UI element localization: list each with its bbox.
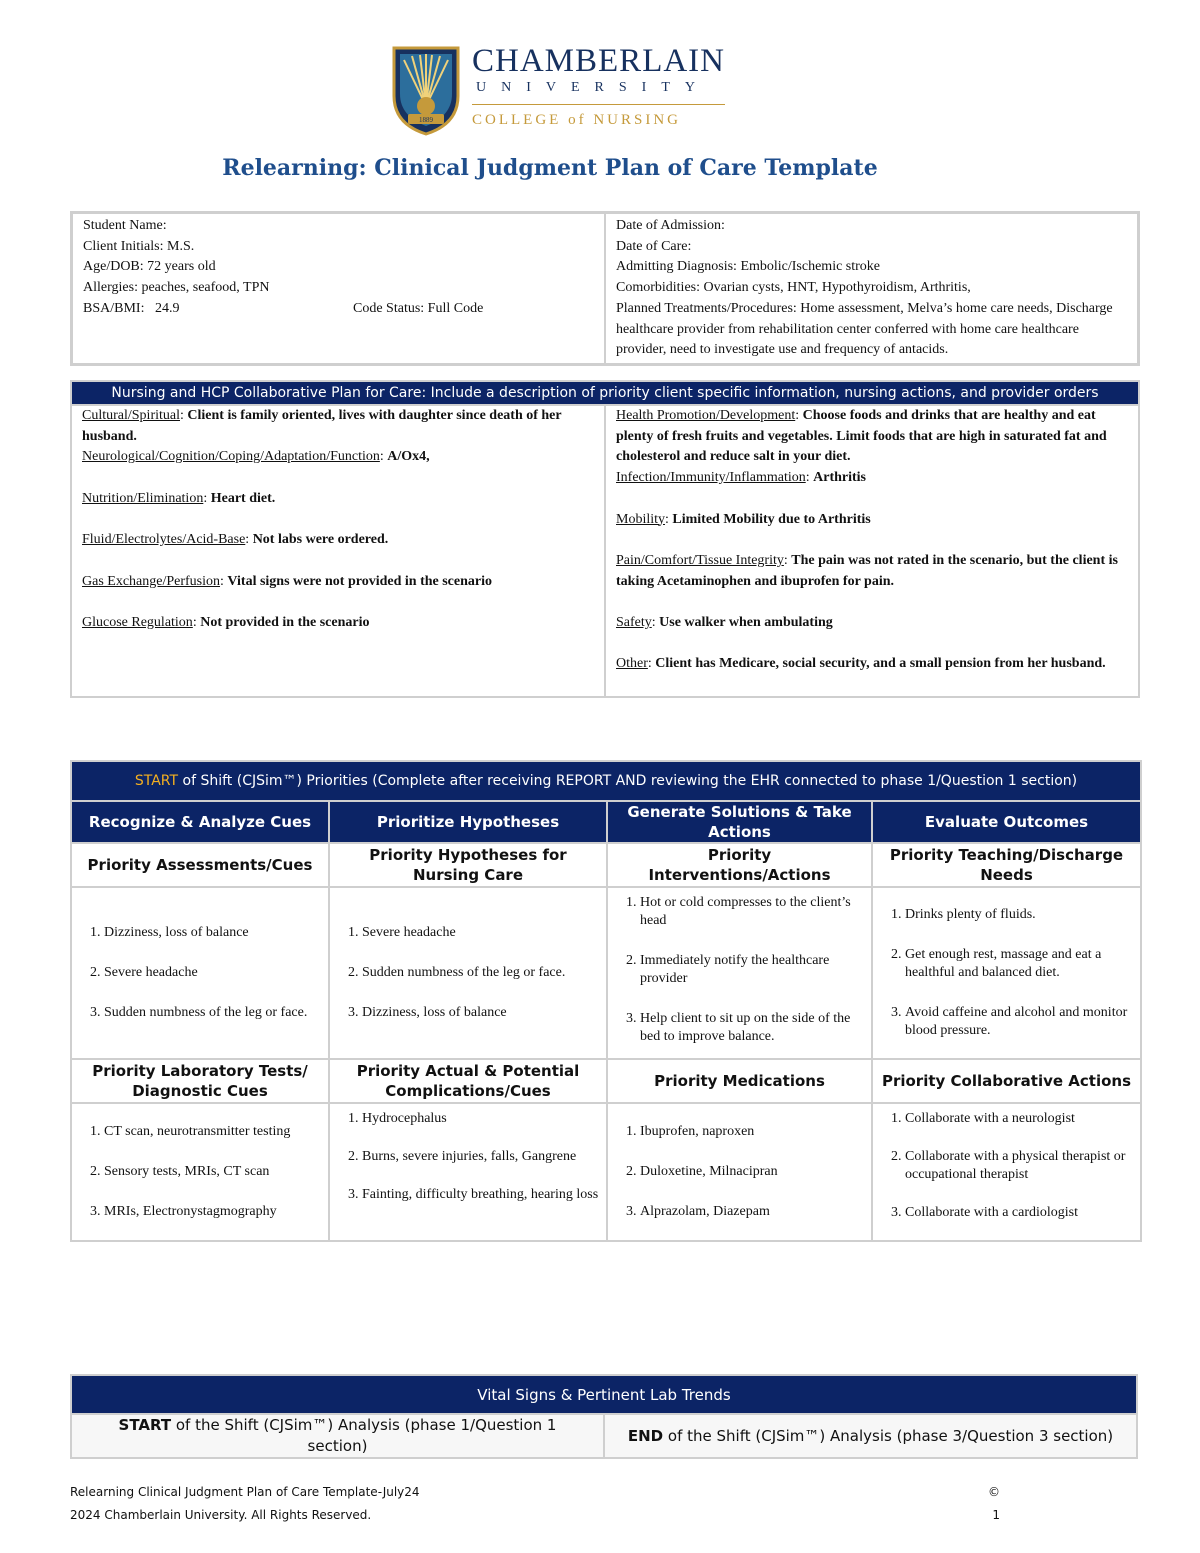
list-item: 3. Sudden numbness of the leg or face.	[104, 1004, 322, 1022]
neurological: Neurological/Cognition/Coping/Adaptation/Function: A/Ox4,	[82, 449, 430, 465]
nursing-plan-table	[70, 380, 1140, 698]
infection-immunity: Infection/Immunity/Inflammation: Arthritis	[616, 470, 867, 486]
list-item: 3. Alprazolam, Diazepam	[640, 1203, 865, 1221]
list-item: 1. Collaborate with a neurologist	[905, 1110, 1134, 1128]
student-name: Student Name:	[83, 218, 167, 233]
shift-priorities-table	[70, 760, 1142, 1242]
list-item: 3. Help client to sit up on the side of the bed to improve balance.	[640, 1010, 865, 1046]
copyright-symbol: ©	[988, 1485, 1000, 1499]
end-of-shift-analysis: END of the Shift (CJSim™) Analysis (phase 3/Question 3 section)	[604, 1414, 1137, 1458]
list-item: 2. Duloxetine, Milnacipran	[640, 1163, 865, 1181]
teaching-list	[872, 887, 1141, 1059]
pain-comfort: Pain/Comfort/Tissue Integrity: The pain was not rated in the scenario, but the client is taking Acetaminophen and ibuprofen for pain.	[616, 552, 1118, 589]
date-of-admission: Date of Admission:	[616, 218, 725, 233]
footer-right	[988, 1481, 1000, 1527]
list-item: 3. MRIs, Electronystagmography	[104, 1203, 322, 1221]
assessments-list	[71, 887, 329, 1059]
allergies: Allergies: peaches, seafood, TPN	[83, 280, 270, 296]
col-evaluate-outcomes: Evaluate Outcomes	[872, 801, 1141, 843]
collaborative-list	[872, 1103, 1141, 1241]
list-item: 2. Sudden numbness of the leg or face.	[362, 964, 600, 982]
bsa-bmi: BSA/BMI: 24.9	[83, 300, 180, 316]
nursing-plan-header: Nursing and HCP Collaborative Plan for Care: Include a description of priority client specific information, nursing actions, and provider orders	[71, 381, 1139, 405]
sub-laboratory-tests: Priority Laboratory Tests/ Diagnostic Cues	[71, 1059, 329, 1103]
vitals-table	[70, 1374, 1138, 1459]
glucose-regulation: Glucose Regulation: Not provided in the scenario	[82, 614, 370, 630]
list-item: 1. Severe headache	[362, 924, 600, 942]
sub-collaborative-actions: Priority Collaborative Actions	[872, 1059, 1141, 1103]
client-initials: Client Initials: M.S.	[83, 238, 195, 254]
age-dob: Age/DOB: 72 years old	[83, 259, 216, 275]
client-info-right	[605, 213, 1139, 365]
list-item: 2. Sensory tests, MRIs, CT scan	[104, 1163, 322, 1181]
start-of-shift-analysis: START of the Shift (CJSim™) Analysis (phase 1/Question 1 section)	[71, 1414, 604, 1458]
list-item: 1. Ibuprofen, naproxen	[640, 1123, 865, 1141]
list-item: 2. Collaborate with a physical therapist or occupational therapist	[905, 1148, 1134, 1184]
logo-line-university: UNIVERSITY	[476, 80, 710, 95]
complications-list	[329, 1103, 607, 1241]
lab-tests-list	[71, 1103, 329, 1241]
sub-priority-interventions: Priority Interventions/Actions	[607, 843, 872, 887]
fluid-electrolytes: Fluid/Electrolytes/Acid-Base: Not labs were ordered.	[82, 532, 389, 548]
safety: Safety: Use walker when ambulating	[616, 614, 833, 630]
list-item: 3. Dizziness, loss of balance	[362, 1004, 600, 1022]
hypotheses-list	[329, 887, 607, 1059]
nursing-left-column	[71, 405, 605, 697]
list-item: 3. Collaborate with a cardiologist	[905, 1204, 1134, 1222]
planned-treatments: Planned Treatments/Procedures: Home assessment, Melva’s home care needs, Discharge healthcare provider from rehabilitation center conferred with home care healthcare provider, need to investigate use and frequency of antacids.	[616, 300, 1113, 358]
client-info-table	[70, 211, 1140, 366]
mobility: Mobility: Limited Mobility due to Arthritis	[616, 511, 871, 527]
university-logo	[390, 43, 726, 136]
health-promotion: Health Promotion/Development: Choose foods and drinks that are healthy and eat plenty of fresh fruits and vegetables. Limit foods that are high in saturated fat and cholesterol and reduce salt in your diet.	[616, 408, 1107, 465]
list-item: 2. Immediately notify the healthcare provider	[640, 952, 865, 988]
code-status: Code Status: Full Code	[353, 300, 484, 316]
list-item: 3. Fainting, difficulty breathing, hearing loss	[362, 1186, 600, 1204]
cultural-spiritual: Cultural/Spiritual: Client is family oriented, lives with daughter since death of her husband.	[82, 408, 562, 444]
col-prioritize-hypotheses: Prioritize Hypotheses	[329, 801, 607, 843]
col-generate-solutions: Generate Solutions & Take Actions	[607, 801, 872, 843]
list-item: 1. CT scan, neurotransmitter testing	[104, 1123, 322, 1141]
sub-medications: Priority Medications	[607, 1059, 872, 1103]
sub-priority-teaching: Priority Teaching/Discharge Needs	[872, 843, 1141, 887]
footer-template-name: Relearning Clinical Judgment Plan of Care Template-July24	[70, 1485, 420, 1499]
sub-priority-hypotheses: Priority Hypotheses for Nursing Care	[329, 843, 607, 887]
vitals-header: Vital Signs & Pertinent Lab Trends	[71, 1375, 1137, 1414]
list-item: 2. Burns, severe injuries, falls, Gangrene	[362, 1148, 600, 1166]
medications-list	[607, 1103, 872, 1241]
nutrition-elimination: Nutrition/Elimination: Heart diet.	[82, 490, 276, 506]
list-item: 2. Severe headache	[104, 964, 322, 982]
comorbidities: Comorbidities: Ovarian cysts, HNT, Hypothyroidism, Arthritis,	[616, 280, 971, 296]
list-item: 1. Dizziness, loss of balance	[104, 924, 322, 942]
page-footer	[70, 1481, 1000, 1527]
svg-text:1889: 1889	[419, 116, 433, 124]
list-item: 1. Hydrocephalus	[362, 1110, 600, 1128]
list-item: 3. Avoid caffeine and alcohol and monitor blood pressure.	[905, 1004, 1134, 1040]
interventions-list	[607, 887, 872, 1059]
sub-priority-assessments: Priority Assessments/Cues	[71, 843, 329, 887]
list-item: 2. Get enough rest, massage and eat a healthful and balanced diet.	[905, 946, 1134, 982]
footer-rights: 2024 Chamberlain University. All Rights Reserved.	[70, 1508, 372, 1522]
sub-complications: Priority Actual & Potential Complications/Cues	[329, 1059, 607, 1103]
logo-line-college: COLLEGE of NURSING	[472, 104, 725, 133]
gas-exchange: Gas Exchange/Perfusion: Vital signs were not provided in the scenario	[82, 573, 492, 589]
date-of-care: Date of Care:	[616, 238, 692, 254]
shield-crest-icon	[390, 44, 462, 136]
admitting-diagnosis: Admitting Diagnosis: Embolic/Ischemic stroke	[616, 259, 881, 275]
logo-line-chamberlain: CHAMBERLAIN	[472, 43, 726, 79]
page-number: 1	[992, 1508, 1000, 1522]
col-recognize-analyze: Recognize & Analyze Cues	[71, 801, 329, 843]
list-item: 1. Hot or cold compresses to the client’s head	[640, 894, 865, 930]
other: Other: Client has Medicare, social security, and a small pension from her husband.	[616, 656, 1106, 672]
client-info-left	[72, 213, 606, 365]
nursing-right-column	[605, 405, 1139, 697]
list-item: 1. Drinks plenty of fluids.	[905, 906, 1134, 924]
page-title: Relearning: Clinical Judgment Plan of Care Template	[222, 155, 878, 181]
priorities-header: START of Shift (CJSim™) Priorities (Complete after receiving REPORT AND reviewing the EHR connected to phase 1/Question 1 section)	[71, 761, 1141, 801]
